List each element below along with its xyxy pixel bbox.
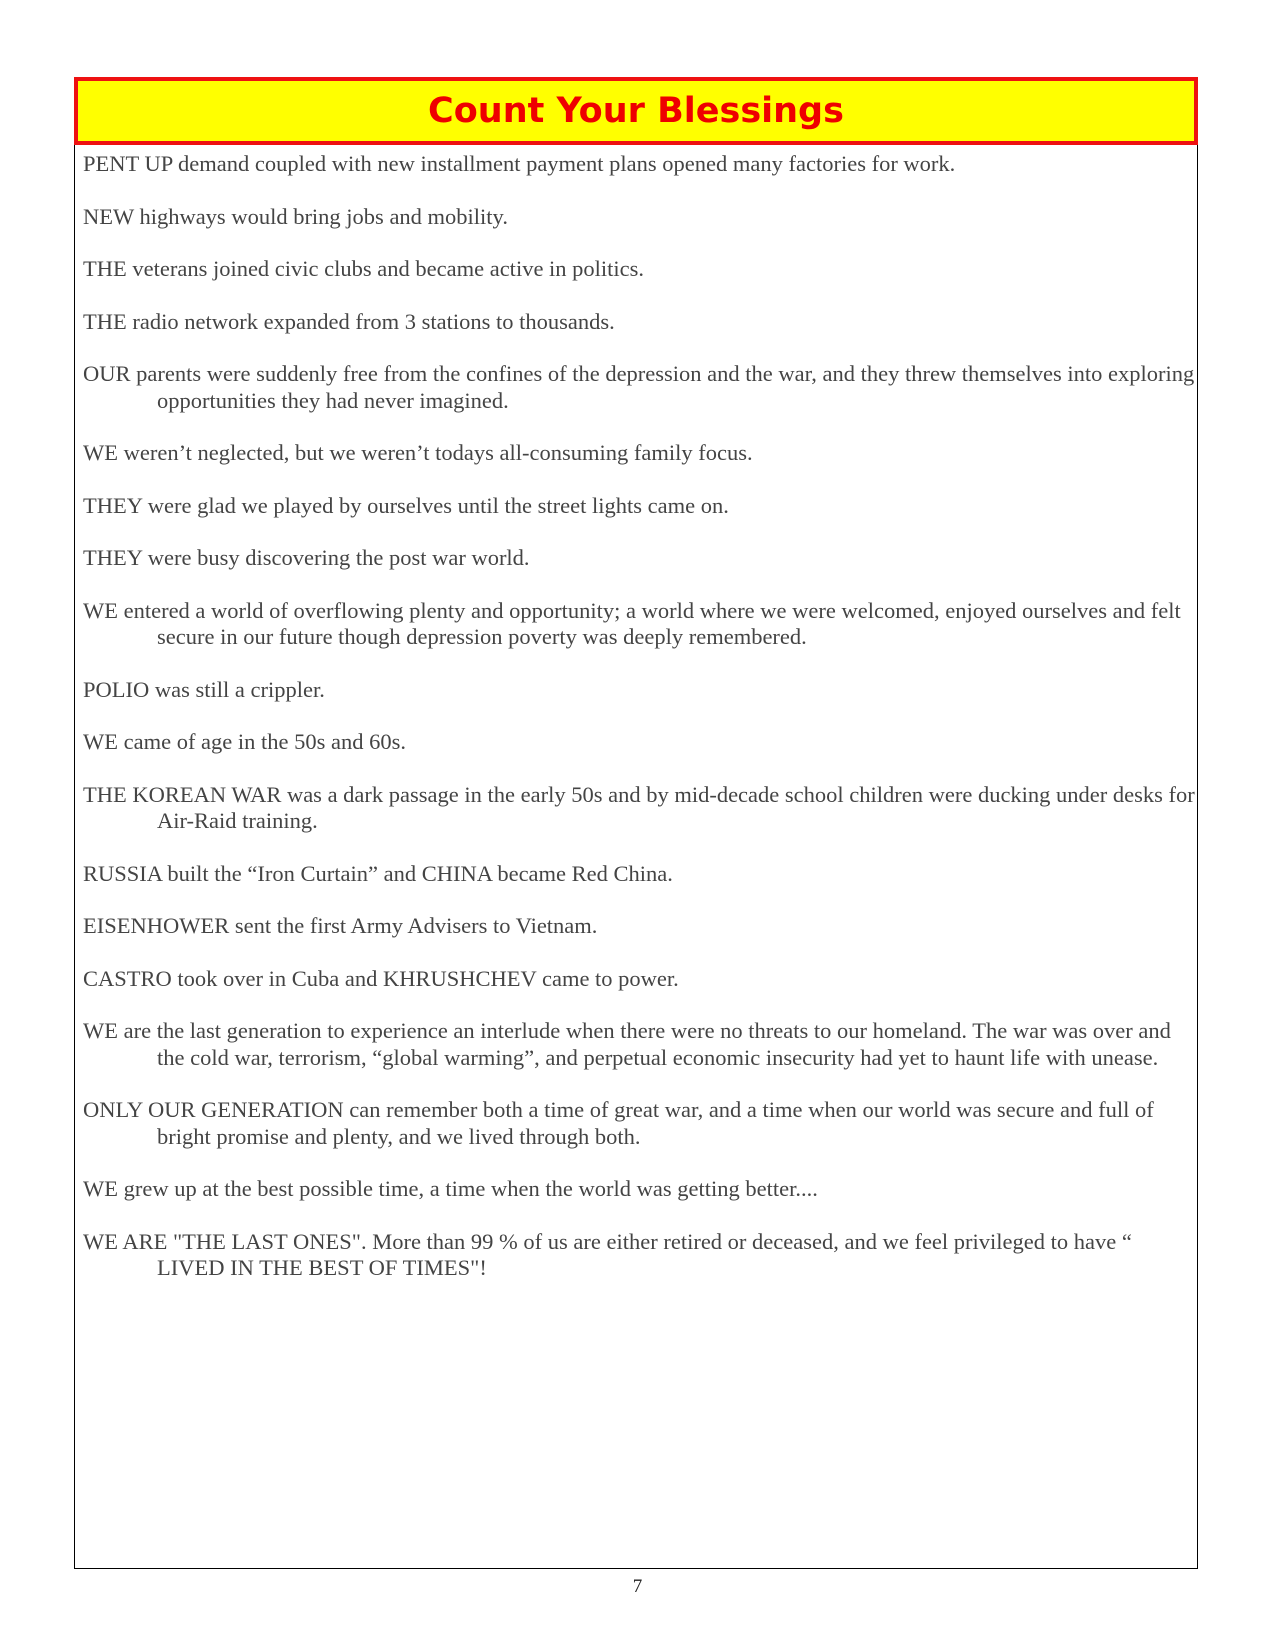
- paragraph: THE KOREAN WAR was a dark passage in the early 50s and by mid-decade school children were ducking under desks for Air-Raid training.: [83, 781, 1195, 833]
- paragraph: EISENHOWER sent the first Army Advisers to Vietnam.: [83, 913, 598, 938]
- paragraph: WE ARE "THE LAST ONES". More than 99 % of us are either retired or deceased, and we feel privileged to have “ LIVED IN THE BEST OF TIMES"!: [83, 1228, 1132, 1280]
- page-title: Count Your Blessings: [428, 90, 844, 131]
- paragraph: THEY were glad we played by ourselves until the street lights came on.: [83, 492, 729, 518]
- paragraph: WE weren’t neglected, but we weren’t todays all-consuming family focus.: [83, 440, 753, 465]
- paragraph: OUR parents were suddenly free from the confines of the depression and the war, and they threw themselves into exploring opportunities they had never imagined.: [83, 361, 1195, 413]
- paragraph: THE veterans joined civic clubs and became active in politics.: [83, 256, 645, 281]
- paragraph: WE entered a world of overflowing plenty and opportunity; a world where we were welcomed, enjoyed ourselves and felt secure in our future though depression poverty was deeply remembered.: [83, 597, 1181, 649]
- paragraph: THEY were busy discovering the post war world.: [83, 545, 530, 570]
- paragraph: WE came of age in the 50s and 60s.: [83, 729, 407, 754]
- paragraph: WE grew up at the best possible time, a time when the world was getting better....: [83, 1176, 818, 1201]
- paragraph: WE are the last generation to experience an interlude when there were no threats to our homeland. The war was over and the cold war, terrorism, “global warming”, and perpetual economic insecurity had yet to haunt life with unease.: [83, 1018, 1171, 1070]
- paragraph: CASTRO took over in Cuba and KHRUSHCHEV came to power.: [83, 965, 679, 991]
- paragraph: THE radio network expanded from 3 stations to thousands.: [83, 308, 615, 334]
- paragraph: PENT UP demand coupled with new installment payment plans opened many factories for work.: [83, 151, 956, 176]
- paragraph: POLIO was still a crippler.: [83, 676, 325, 702]
- title-banner: [74, 77, 1198, 145]
- page-number: 7: [632, 1576, 643, 1597]
- paragraph: NEW highways would bring jobs and mobility.: [83, 203, 508, 229]
- paragraph: RUSSIA built the “Iron Curtain” and CHINA became Red China.: [83, 860, 673, 886]
- body-content: [83, 151, 1195, 1308]
- paragraph: ONLY OUR GENERATION can remember both a time of great war, and a time when our world was secure and full of bright promise and plenty, and we lived through both.: [83, 1097, 1154, 1149]
